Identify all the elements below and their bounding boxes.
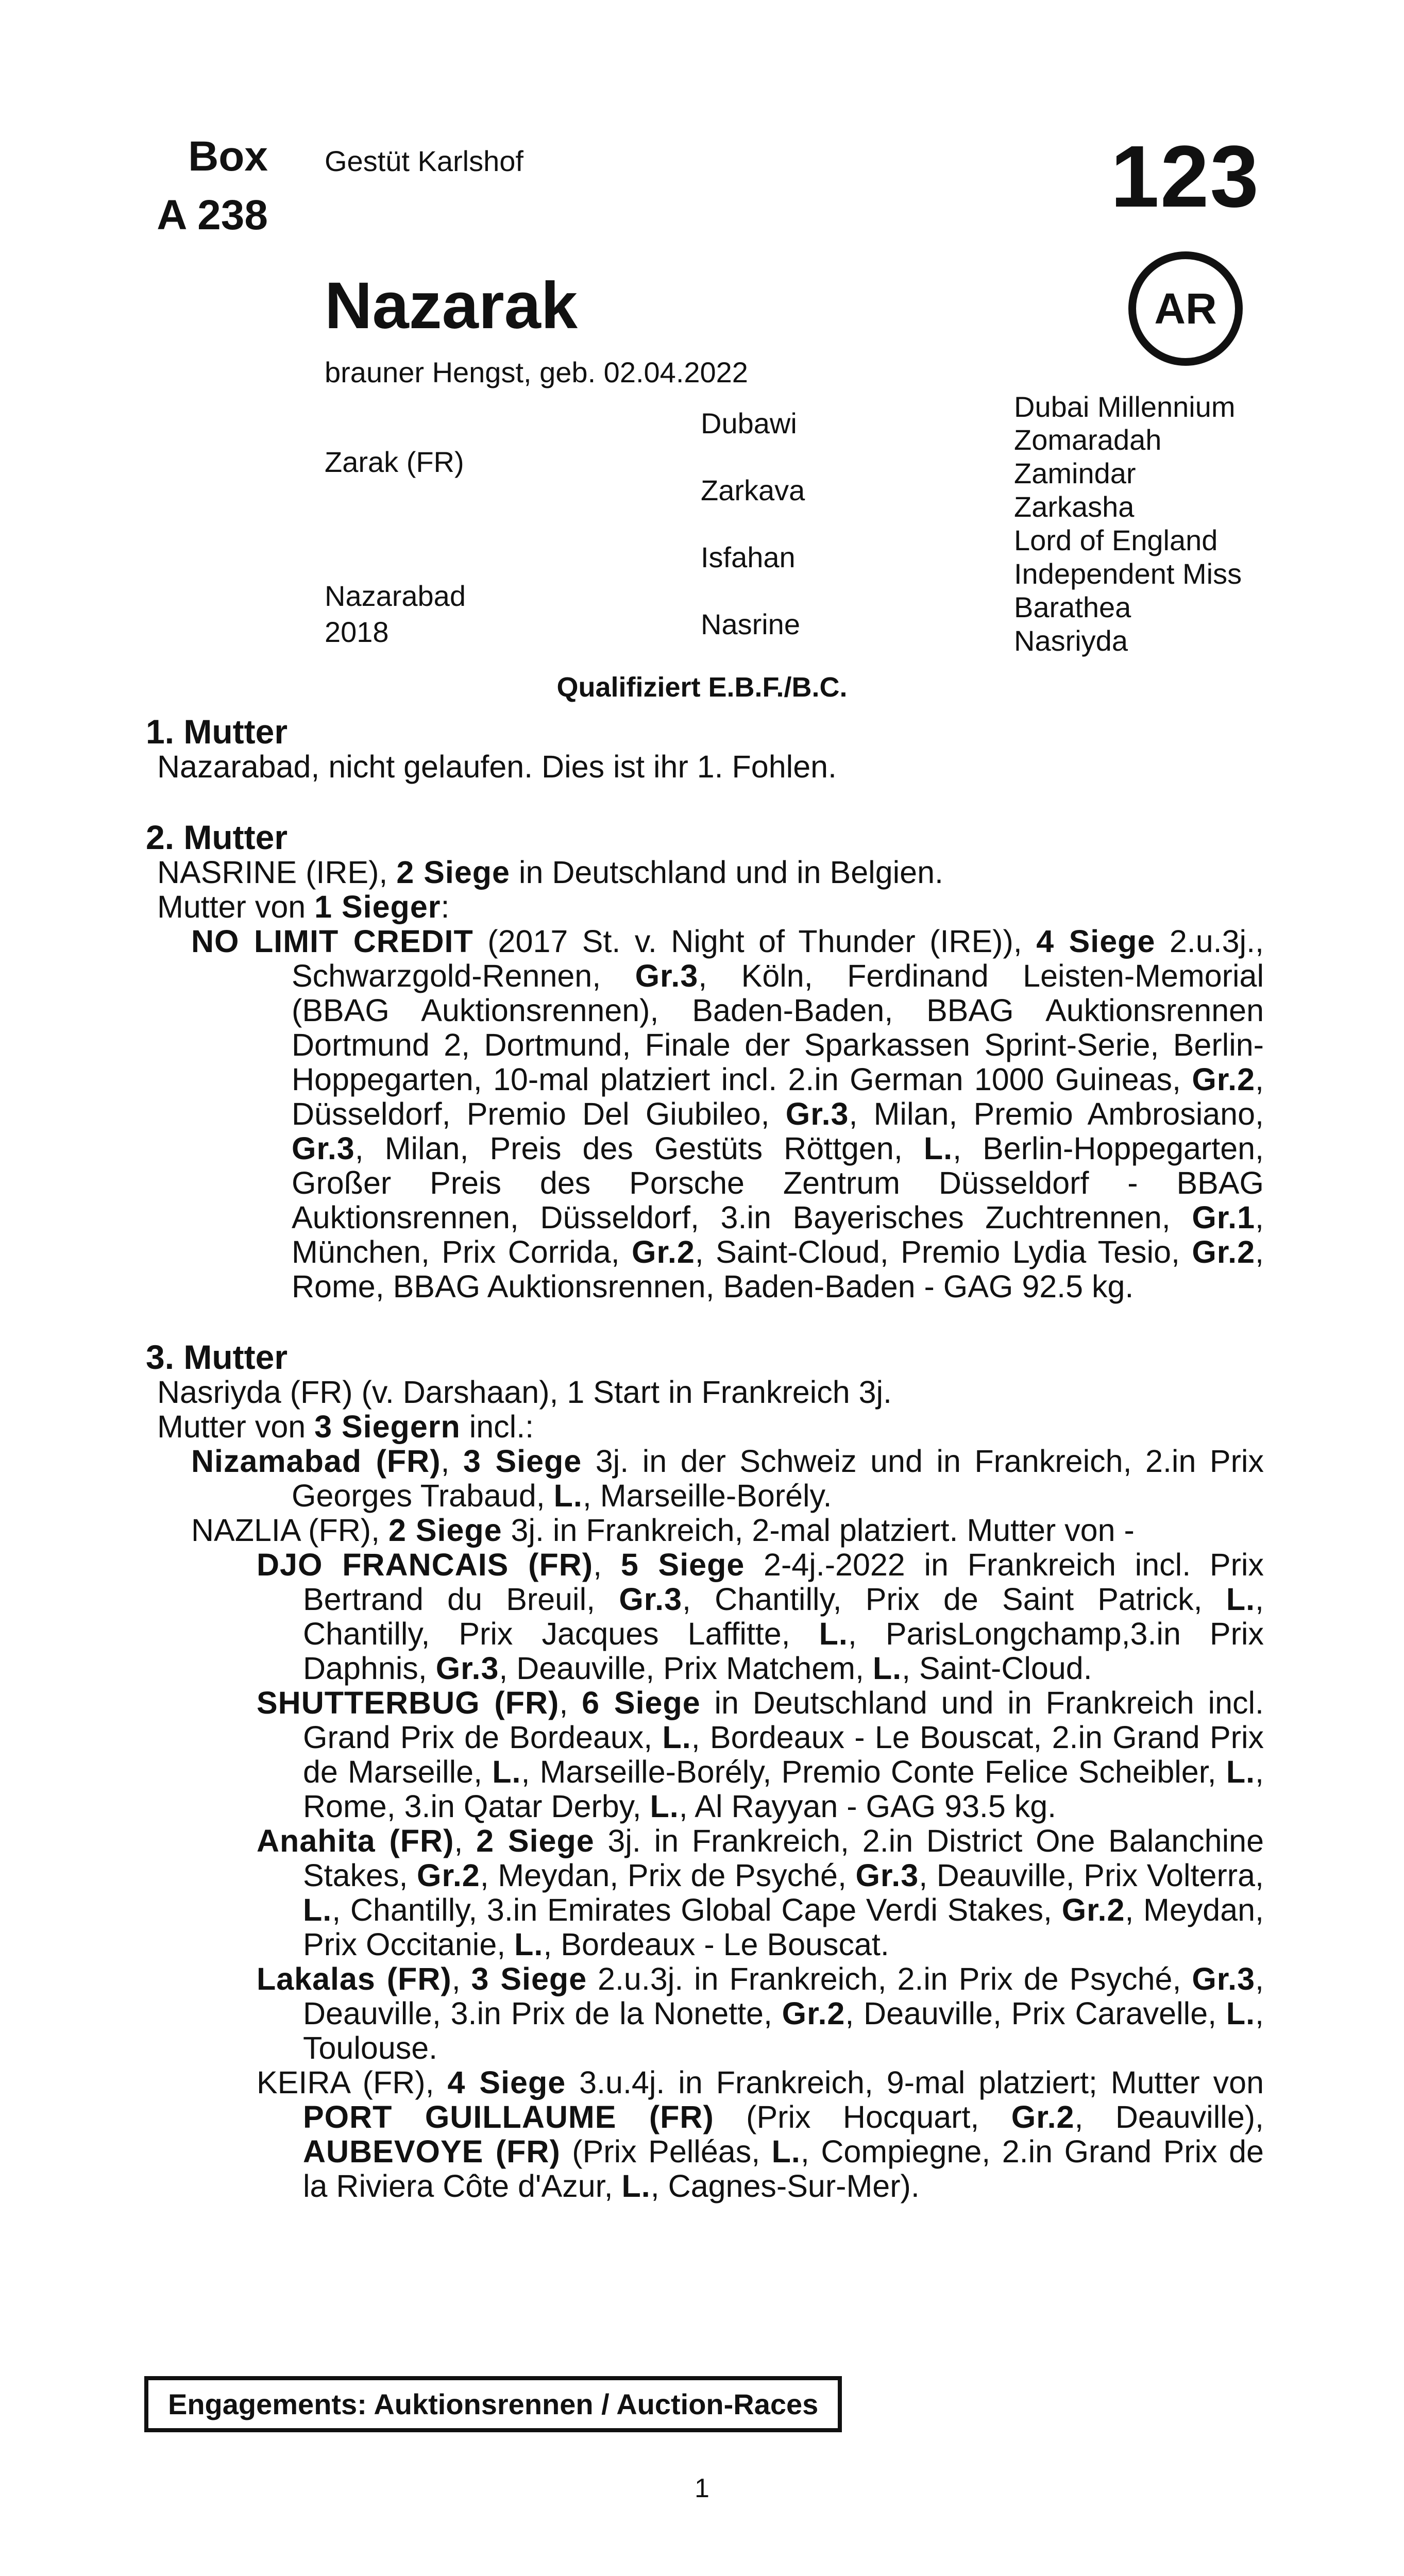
- box-label: Box: [188, 133, 268, 180]
- ar-badge: [1128, 251, 1243, 366]
- pedigree-dam-year: 2018: [325, 616, 389, 648]
- pedigree-great-grandparent: Independent Miss: [1014, 557, 1242, 590]
- section-title-1: 1. Mutter: [146, 713, 288, 751]
- pedigree-great-grandparent: Zarkasha: [1014, 490, 1135, 523]
- pedigree-great-grandparent: Nasriyda: [1014, 624, 1128, 657]
- section-title-3: 3. Mutter: [146, 1338, 288, 1376]
- progeny-entry: Nizamabad (FR), 3 Siege 3j. in der Schweiz und in Frankreich, 2.in Prix Georges Trabaud, L., Marseille-Borély.: [191, 1444, 1264, 1513]
- lot-number: 123: [1110, 128, 1260, 226]
- family-content: [146, 714, 1264, 2204]
- page-number: 1: [695, 2473, 709, 2503]
- pedigree-dam: Nazarabad: [325, 580, 466, 612]
- second-dam-intro: NASRINE (IRE), 2 Siege in Deutschland und in Belgien.: [157, 855, 943, 890]
- engagements-box: Engagements: Auktionsrennen / Auction-Races: [144, 2376, 842, 2432]
- progeny-entry: NAZLIA (FR), 2 Siege 3j. in Frankreich, 2-mal platziert. Mutter von -: [191, 1513, 1135, 1548]
- pedigree-grandparent: Zarkava: [701, 474, 805, 506]
- box-number: A 238: [157, 192, 268, 239]
- horse-description: brauner Hengst, geb. 02.04.2022: [325, 356, 748, 388]
- pedigree-grandparent: Isfahan: [701, 541, 796, 573]
- progeny-name: NO LIMIT CREDIT: [191, 924, 473, 959]
- third-dam-intro: Nasriyda (FR) (v. Darshaan), 1 Start in Frankreich 3j.: [157, 1375, 892, 1410]
- progeny-name: SHUTTERBUG (FR): [257, 1685, 560, 1720]
- progeny-entry: Anahita (FR), 2 Siege 3j. in Frankreich, 2.in District One Balanchine Stakes, Gr.2, Meydan, Prix de Psyché, Gr.3, Deauville, Prix Volterra, L., Chantilly, 3.in Emirates Global Cape Verdi Stakes, Gr.2, Meydan, Prix Occitanie, L., Bordeaux - Le Bouscat.: [257, 1823, 1264, 1962]
- pedigree-grandparent: Dubawi: [701, 407, 797, 439]
- progeny-name: Nizamabad (FR): [191, 1444, 441, 1479]
- progeny-name: Anahita (FR): [257, 1823, 454, 1858]
- breeder: Gestüt Karlshof: [325, 145, 523, 177]
- pedigree-great-grandparent: Zamindar: [1014, 457, 1136, 489]
- third-dam-mother-of: Mutter von 3 Siegern incl.:: [157, 1409, 534, 1444]
- progeny-entry: Lakalas (FR), 3 Siege 2.u.3j. in Frankreich, 2.in Prix de Psyché, Gr.3, Deauville, 3.in Prix de la Nonette, Gr.2, Deauville, Prix Caravelle, L., Toulouse.: [257, 1961, 1264, 2065]
- progeny-name: Lakalas (FR): [257, 1961, 452, 1996]
- pedigree-great-grandparent: Lord of England: [1014, 524, 1218, 556]
- pedigree-grandparent: Nasrine: [701, 608, 800, 640]
- progeny-entry: SHUTTERBUG (FR), 6 Siege in Deutschland und in Frankreich incl. Grand Prix de Bordeaux, L., Bordeaux - Le Bouscat, 2.in Grand Prix de Marseille, L., Marseille-Borély, Premio Conte Felice Scheibler, L., Rome, 3.in Qatar Derby, L., Al Rayyan - GAG 93.5 kg.: [257, 1685, 1264, 1824]
- section-title-2: 2. Mutter: [146, 818, 288, 856]
- qualification: Qualifiziert E.B.F./B.C.: [556, 672, 848, 703]
- ar-badge-label: AR: [1154, 284, 1217, 333]
- second-dam-mother-of: Mutter von 1 Sieger:: [157, 889, 450, 924]
- horse-name: Nazarak: [325, 269, 578, 343]
- pedigree-great-grandparent: Barathea: [1014, 591, 1131, 623]
- progeny-entry: KEIRA (FR), 4 Siege 3.u.4j. in Frankreich, 9-mal platziert; Mutter von PORT GUILLAUME (FR) (Prix Hocquart, Gr.2, Deauville), AUBEVOYE (FR) (Prix Pelléas, L., Compiegne, 2.in Grand Prix de la Riviera Côte d'Azur, L., Cagnes-Sur-Mer).: [257, 2065, 1264, 2204]
- progeny-entry: NO LIMIT CREDIT (2017 St. v. Night of Thunder (IRE)), 4 Siege 2.u.3j., Schwarzgold-Rennen, Gr.3, Köln, Ferdinand Leisten-Memorial (BBAG Auktionsrennen), Baden-Baden, BBAG Auktionsrennen Dortmund 2, Dortmund, Finale der Sparkassen Sprint-Serie, Berlin-Hoppegarten, 10-mal platziert incl. 2.in German 1000 Guineas, Gr.2, Düsseldorf, Premio Del Giubileo, Gr.3, Milan, Premio Ambrosiano, Gr.3, Milan, Preis des Gestüts Röttgen, L., Berlin-Hoppegarten, Großer Preis des Porsche Zentrum Düsseldorf - BBAG Auktionsrennen, Düsseldorf, 3.in Bayerisches Zuchtrennen, Gr.1, München, Prix Corrida, Gr.2, Saint-Cloud, Premio Lydia Tesio, Gr.2, Rome, BBAG Auktionsrennen, Baden-Baden - GAG 92.5 kg.: [191, 924, 1264, 1304]
- progeny-name: DJO FRANCAIS (FR): [257, 1547, 594, 1582]
- progeny-entry: DJO FRANCAIS (FR), 5 Siege 2-4j.-2022 in Frankreich incl. Prix Bertrand du Breuil, Gr.3, Chantilly, Prix de Saint Patrick, L., Chantilly, Prix Jacques Laffitte, L., ParisLongchamp,3.in Prix Daphnis, Gr.3, Deauville, Prix Matchem, L., Saint-Cloud.: [257, 1547, 1264, 1686]
- first-dam-text: Nazarabad, nicht gelaufen. Dies ist ihr 1. Fohlen.: [157, 749, 837, 784]
- pedigree-great-grandparent: Dubai Millennium: [1014, 391, 1236, 423]
- pedigree-great-grandparent: Zomaradah: [1014, 423, 1162, 456]
- pedigree-sire: Zarak (FR): [325, 446, 464, 478]
